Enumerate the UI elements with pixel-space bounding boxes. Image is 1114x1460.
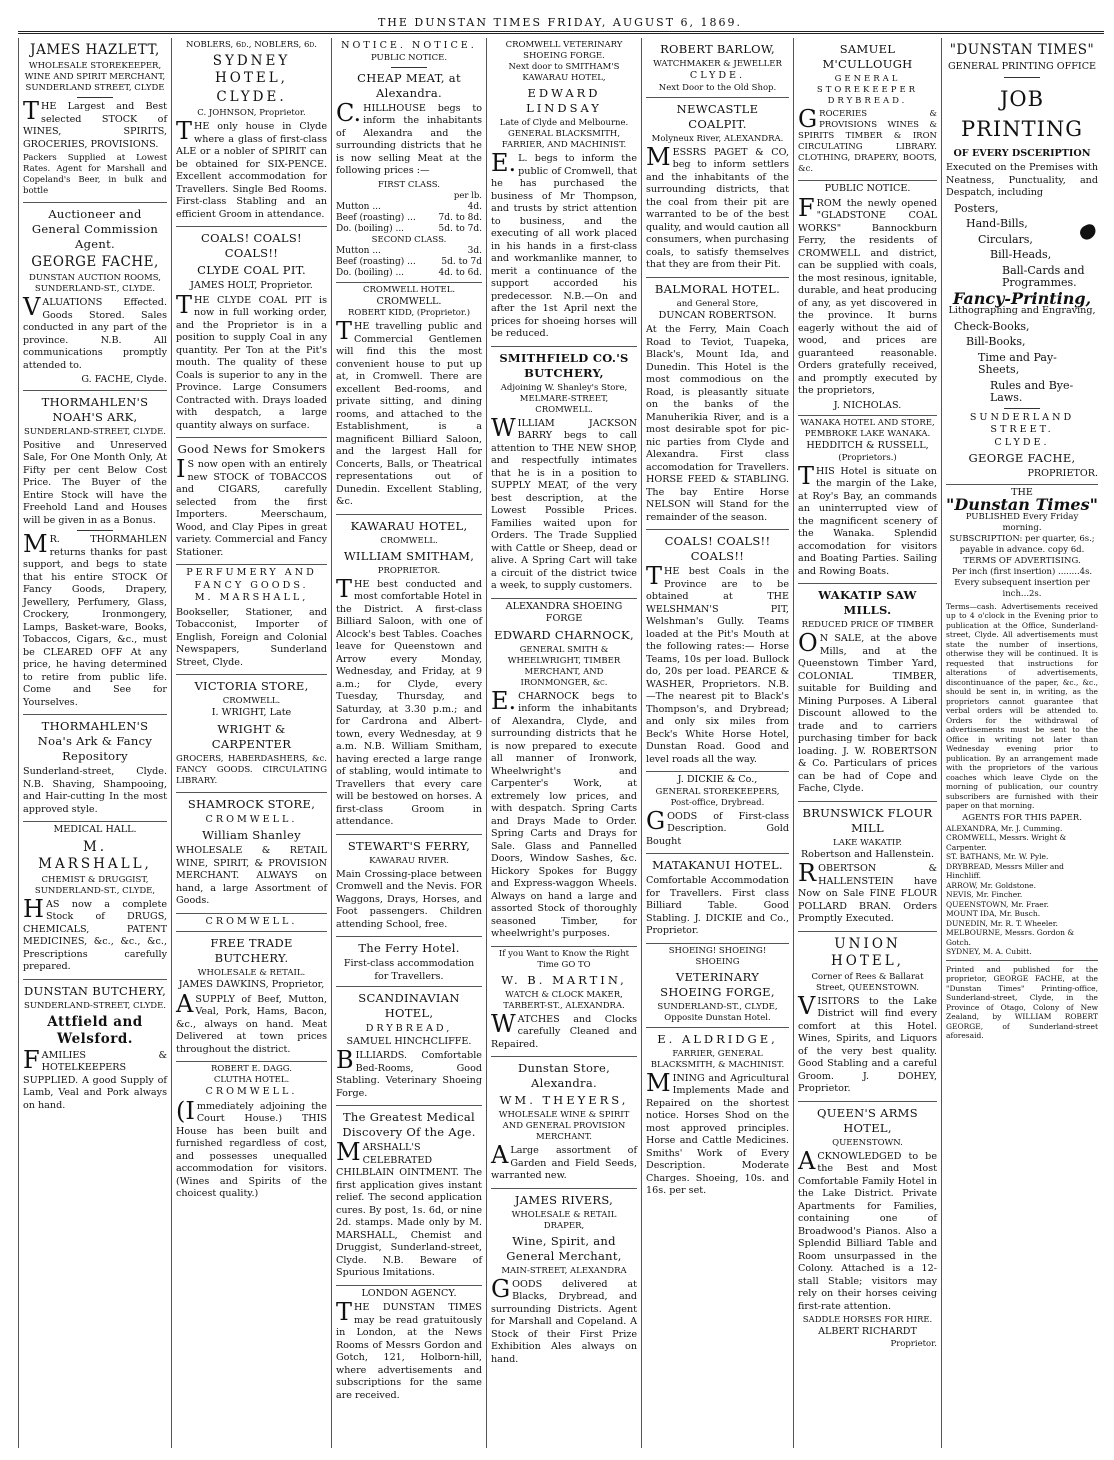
ad-barlow bbox=[646, 38, 789, 97]
ad-subtitle: Molyneux River, ALEXANDRA. bbox=[651, 133, 784, 144]
ad-title: JAMES RIVERS, bbox=[514, 1192, 614, 1207]
ad-subtitle: GENERAL STOREKEEPER DRYBREAD. bbox=[816, 74, 919, 106]
ad-title: VICTORIA STORE, bbox=[194, 679, 309, 693]
job-printing-heading: JOB PRINTING bbox=[960, 86, 1084, 141]
price-row: Beef (roasting) ... 5d. to 7d bbox=[336, 256, 482, 267]
ad-martin-watchmaker bbox=[491, 946, 637, 1057]
printing-list bbox=[946, 321, 1098, 405]
ad-heading: CROMWELL. bbox=[205, 915, 298, 927]
ad-fache bbox=[23, 202, 167, 390]
agent-item: QUEENSTOWN, Mr. Fraer. bbox=[946, 899, 1049, 909]
ad-body: THE best Coals in the Province are to be obtained at THE WELSHMAN'S PIT, Welshman's Gully. Teams loaded at the Pit's Mouth at the following rates:— Horse Teams, 10s per load. Bullock do, 20s per load. PEARCE & WASHER, Proprietors. N.B.—The nearest pit to Black's Thompson's, and Drybread; and only six miles from Beck's White Horse Hotel, Dunstan Road. Good and level roads all the way. bbox=[646, 562, 789, 765]
agent-item: CROMWELL, Messrs. Wright & Carpenter. bbox=[946, 833, 1067, 852]
ad-subtitle: GENERAL STOREKEEPERS, Post-office, Drybread. bbox=[655, 786, 780, 808]
ad-subtitle: DUNSTAN AUCTION ROOMS, SUNDERLAND-ST., CLYDE. bbox=[29, 273, 161, 294]
ad-printing-office bbox=[946, 38, 1098, 484]
ad-heading: SHOEING! SHOEING! SHOEING bbox=[668, 945, 767, 967]
ad-body: GROCERIES & PROVISIONS WINES & SPIRITS TIMBER & IRON CIRCULATING LIBRARY. CLOTHING, DRAPERY, BOOTS, &c. bbox=[798, 105, 937, 174]
ad-title: EDWARD CHARNOCK, bbox=[494, 627, 634, 642]
ad-heading: CROMWELL HOTEL. bbox=[362, 284, 456, 295]
price-row: Mutton ... 3d. bbox=[336, 245, 482, 256]
ad-title: NEWCASTLE COALPIT. bbox=[676, 101, 759, 131]
ad-body: GOODS of First-class Description. Gold Bought bbox=[646, 806, 789, 847]
ad-town: DRYBREAD, bbox=[365, 1023, 453, 1034]
ad-subtitle: CLUTHA HOTEL. bbox=[213, 1075, 290, 1085]
ad-ferry-hotel bbox=[336, 936, 482, 986]
ad-name: Attfield and Welsford. bbox=[47, 1013, 143, 1047]
imprint bbox=[946, 960, 1098, 1046]
price-heading: FIRST CLASS. bbox=[377, 179, 441, 190]
ad-free-trade-butchery bbox=[176, 931, 327, 1061]
ad-subtitle: Corner of Rees & Ballarat Street, QUEENSTOWN. bbox=[811, 971, 924, 993]
ad-body: Comfortable Accommodation for Travellers. First class Billiard Table. Good Stabling. J. DICKIE and Co., Proprietor. bbox=[646, 875, 789, 936]
ad-subtitle: GENERAL PRINTING OFFICE bbox=[947, 61, 1097, 72]
price-table-second bbox=[336, 246, 482, 279]
ad-signature: J. NICHOLAS. bbox=[833, 399, 902, 411]
printing-item: Hand-Bills, bbox=[966, 217, 1028, 230]
ad-subtitle: WATCHMAKER & JEWELLER bbox=[653, 59, 782, 69]
ad-title: CLYDE COAL PIT. bbox=[197, 263, 306, 277]
ad-subtitle: REDUCED PRICE OF TIMBER bbox=[801, 620, 934, 630]
ad-town: CLYDE. bbox=[689, 70, 746, 81]
terms-line: Every subsequent insertion per inch...2s. bbox=[954, 577, 1090, 599]
ad-hazlett bbox=[23, 38, 167, 202]
ad-title: SHAMROCK STORE, bbox=[187, 796, 316, 811]
ad-mccullough bbox=[798, 38, 937, 180]
ad-body: THE DUNSTAN TIMES may be read gratuitously in London, at the News Rooms of Messrs Gordon and Gotch, 121, Holborn-hill, where advertisements and subscriptions for the same are received. bbox=[336, 1298, 482, 1401]
ad-subtitle: WHOLESALE WINE & SPIRIT AND GENERAL PROVISION MERCHANT. bbox=[498, 1110, 630, 1142]
ad-title: W. B. MARTIN, bbox=[501, 972, 627, 987]
ad-town: CROMWELL. bbox=[222, 696, 281, 706]
ad-title: EDWARD LINDSAY bbox=[526, 86, 602, 115]
price-heading: SECOND CLASS. bbox=[371, 234, 447, 245]
ad-aldridge bbox=[646, 1027, 789, 1203]
ad-body: HAS now a complete Stock of DRUGS, CHEMICALS, PATENT MEDICINES, &c., &c., &c., Prescriptions carefully prepared. bbox=[23, 894, 167, 972]
ad-address: MAIN-STREET, ALEXANDRA bbox=[501, 1265, 627, 1276]
ad-body: MINING and Agricultural Implements Made and Repaired on the shortest notice. Horses Shod on the most approved principles. Horse and Cattle Medicines. Smiths' Work of Every Description. Moderate Charges. Shoeing, 10s. and 16s. per set. bbox=[646, 1068, 789, 1196]
printing-item: Bill-Books, bbox=[966, 335, 1026, 348]
ad-noas-ark bbox=[23, 714, 167, 821]
ad-body: IS now open with an entirely new STOCK of TOBACCOS and CIGARS, carefully selected from the first Importers. Meerschaum, Wood, and Clay Pipes in great variety. Commercial and Fancy Stationer. bbox=[176, 455, 327, 558]
ad-heading: PUBLIC NOTICE. bbox=[824, 183, 911, 194]
newspaper-masthead: THE DUNSTAN TIMES FRIDAY, AUGUST 6, 1869. bbox=[377, 16, 743, 29]
ad-town: CROMWELL. bbox=[205, 1086, 298, 1097]
ad-proprietor: (Proprietors.) bbox=[838, 452, 897, 463]
ad-body: ALarge assortment of Garden and Field Seeds, warranted new. bbox=[491, 1141, 637, 1181]
fancy-printing-heading: Fancy-Printing, bbox=[952, 288, 1092, 308]
ad-title: BRUNSWICK FLOUR MILL bbox=[802, 805, 933, 835]
ad-wanaka-hotel bbox=[798, 415, 937, 583]
agent-item: ST. BATHANS, Mr. W. Pyle. bbox=[946, 852, 1049, 861]
price-row: Mutton ... 4d. bbox=[336, 201, 482, 212]
ad-subtitle: SUNDERLAND-ST., CLYDE, Opposite Dunstan Hotel. bbox=[657, 1001, 778, 1023]
ad-title: The Greatest Medical Discovery Of the Age. bbox=[342, 1110, 476, 1139]
ad-subtitle: LAKE WAKATIP. bbox=[833, 837, 902, 848]
terms-heading: TERMS OF ADVERTISING. bbox=[963, 555, 1081, 566]
printing-item: Bill-Heads, bbox=[990, 248, 1052, 261]
ad-subtitle: Adjoining W. Shanley's Store, MELMARE-STREET, CROMWELL. bbox=[500, 382, 628, 415]
ad-body: THE Largest and Best selected STOCK of WINES, SPIRITS, GROCERIES, PROVISIONS. bbox=[23, 97, 167, 150]
ad-body: VISITORS to the Lake District will find every comfort at this Hotel. Wines, Spirits, and Liquors of the very best quality. Good Stabling and a careful Groom. J. DOHEY, Proprietor. bbox=[798, 991, 937, 1094]
ad-heading: If you Want to Know the Right Time GO TO bbox=[498, 948, 630, 970]
ad-body: FAMILIES & HOTELKEEPERS SUPPLIED. A good Supply of Lamb, Veal and Pork always on hand. bbox=[23, 1045, 167, 1111]
ad-body: ROBERTSON & HALLENSTEIN have Now on Sale FINE FLOUR POLLARD BRAN. Orders Promptly Executed. bbox=[798, 859, 937, 924]
ad-dunstan-butchery bbox=[23, 979, 167, 1118]
agents-list bbox=[946, 824, 1098, 957]
ad-clutha-hotel bbox=[176, 1061, 327, 1206]
ad-town: CROMWELL. bbox=[380, 535, 438, 546]
ad-union-hotel bbox=[798, 931, 937, 1101]
ad-subtitle: WATCH & CLOCK MAKER, TARBERT-ST., ALEXANDRA. bbox=[503, 989, 625, 1011]
ad-name: ROBERT E. DAGG. bbox=[211, 1064, 292, 1074]
ad-title: THORMAHLEN'S NOAH'S ARK, bbox=[41, 394, 149, 424]
ad-welshmans-pit bbox=[646, 529, 789, 771]
ad-body: First-class accommodation for Travellers. bbox=[343, 958, 475, 982]
printing-item: Time and Pay-Sheets, bbox=[978, 350, 1057, 376]
ad-balmoral-hotel bbox=[646, 277, 789, 530]
ad-body: MARSHALL'S CELEBRATED CHILBLAIN OINTMENT. The first application gives instant relief. The second application cures. By post, 1s. 6d, or nine 2d. stamps. Made only by M. MARSHALL, Chemist and Druggist, Sunderland-street, Clyde. N.B. Beware of Spurious Imitations. bbox=[336, 1138, 482, 1278]
printing-list bbox=[946, 203, 1098, 290]
ad-signature: G. FACHE, Clyde. bbox=[81, 374, 167, 385]
ad-body: THE best conducted and most comfortable Hotel in the District. A first-class Billiard Saloon, with one of Alcock's best Tables. Coaches leave for Queenstown and Arrow every Monday, Wednesday, and Friday, at 9 a.m.; for Clyde, every Tuesday, Thursday, and Saturday, at 3.30 p.m.; and for Cardrona and Albert-town, every Wednesday, at 9 a.m. N.B. William Smitham, having erected a large range of stabling, would intimate to Travellers that every care will be bestowed on horses. A first-class Groom in attendance. bbox=[336, 574, 482, 827]
ad-proprietor: C. JOHNSON, Proprietor. bbox=[197, 108, 306, 118]
paper-the: THE bbox=[1011, 486, 1033, 498]
ad-proprietor: Proprietor. bbox=[890, 1338, 937, 1349]
ad-body: Bookseller, Stationer, and Tobacconist, Importer of English, Foreign and Colonial Newspapers, Sunderland Street, Clyde. bbox=[176, 606, 327, 668]
ad-stewarts-ferry bbox=[336, 834, 482, 937]
ad-title: THORMAHLEN'S Noa's Ark & Fancy Repository bbox=[37, 719, 153, 763]
ad-name: Robertson and Hallenstein. bbox=[800, 848, 935, 860]
ad-name: SAMUEL HINCHCLIFFE. bbox=[346, 1035, 472, 1047]
ad-body: Positive and Unreserved Sale, For One Month Only, At Fifty per cent Below Cost Price. The Buyer of the Entire Stock will have the Freehold Land and Houses will be given in as a Bonus. bbox=[23, 439, 167, 526]
ad-cheap-meat bbox=[336, 38, 482, 282]
price-row: Do. (boiling) ... 5d. to 7d. bbox=[336, 223, 482, 234]
ad-wakatip-saw-mills bbox=[798, 583, 937, 801]
ad-body: Executed on the Premises with Neatness, Punctuality, and Despatch, including bbox=[946, 162, 1098, 198]
ad-proprietor: PROPRIETOR. bbox=[377, 565, 441, 576]
ad-title: KAWARAU HOTEL, bbox=[350, 518, 468, 533]
ad-body: E.L. begs to inform the public of Cromwell, that he has purchased the business of Mr Thompson, and trusts by strict attention to business, and the executing of all work placed in his hands in a first-class and workmanlike manner, to merit a continuance of the support accorded his predecessor. N.B.—On and after the 1st April next the prices for shoeing horses will be reduced. bbox=[491, 149, 637, 339]
ad-body: GOODS delivered at Blacks, Drybread, and surrounding Districts. Agent for Marshall and Copeland. A Stock of their First Prize Exhibition Ales always on hand. bbox=[491, 1274, 637, 1365]
ad-heading: MEDICAL HALL. bbox=[53, 824, 137, 835]
ad-title: CHEAP MEAT, at Alexandra. bbox=[357, 70, 461, 100]
agent-item: DRYBREAD, Messrs Miller and Hinchliff. bbox=[946, 861, 1064, 880]
ad-cromwell-forge bbox=[491, 38, 637, 346]
ad-subtitle: WHOLESALE & RETAIL. bbox=[197, 968, 306, 978]
column-7 bbox=[941, 38, 1102, 1448]
ad-clyde-coal-pit bbox=[176, 226, 327, 437]
ad-title: SYDNEY HOTEL, bbox=[212, 53, 291, 86]
ad-body: Next Door to the Old Shop. bbox=[658, 82, 777, 93]
ad-body: THIS Hotel is situate on the margin of the Lake, at Roy's Bay, an commands an uninterrupted view of the magnificent scenery of the Wanaka. Splendid accomodation for visitors and Boating Parties. Sailing and Rowing Boats. bbox=[798, 461, 937, 577]
ad-name: HEDDITCH & RUSSELL, bbox=[806, 440, 929, 451]
ad-body: Lithographing and Engraving, bbox=[948, 305, 1096, 316]
terms-line: Per inch (first insertion) ........4s. bbox=[951, 566, 1093, 577]
ad-smokers bbox=[176, 437, 327, 564]
ad-matakanui-hotel bbox=[646, 853, 789, 943]
ad-body: ON SALE, at the above Mills, and at the Queenstown Timber Yard, COLONIAL TIMBER, suitable for Building and Mining Purposes. A Liberal Discount allowed to the trade and to carriers purchasing timber for back loading. J. W. ROBERTSON & Co. Particulars of prices can be had of Cope and Fache, Clyde. bbox=[798, 629, 937, 794]
ad-veterinary-forge bbox=[646, 943, 789, 1027]
printing-item: Posters, bbox=[954, 201, 999, 215]
ad-town: CLYDE. bbox=[216, 89, 287, 105]
ad-title: GEORGE FACHE, bbox=[31, 254, 159, 270]
ad-heading: NOTICE. NOTICE. bbox=[341, 40, 477, 51]
ad-title: SAMUEL M'CULLOUGH bbox=[822, 42, 913, 71]
ad-title: J. DICKIE & Co., bbox=[677, 774, 758, 785]
printing-item: Ball-Cards and Programmes. bbox=[1002, 263, 1085, 289]
ad-proprietor: ROBERT KIDD, (Proprietor.) bbox=[347, 308, 471, 318]
ad-subtitle: Next door to SMITHAM'S KAWARAU HOTEL, bbox=[508, 62, 620, 83]
agent-item: ALEXANDRA, Mr. J. Cumming. bbox=[946, 823, 1063, 833]
column-6 bbox=[793, 38, 941, 1448]
ad-body: WILLIAM JACKSON BARRY begs to call attention to THE NEW SHOP, and respectfully intimates that he is in a position to SUPPLY MEAT, of the very best description, at the Lowest Possible Prices. Families waited upon for Orders. The Trade Supplied with Cattle or Sheep, dead or alive. A Spring Cart will take a circuit of the district twice a week, to supply customers. bbox=[491, 413, 637, 591]
ad-subtitle: KAWARAU RIVER. bbox=[369, 855, 449, 866]
agent-item: ARROW, Mr. Goldstone. bbox=[946, 880, 1036, 890]
ad-proprietor: PROPRIETOR. bbox=[1027, 468, 1098, 479]
ad-town: CLYDE. bbox=[994, 436, 1050, 448]
ad-town: CROMWELL. bbox=[376, 295, 442, 307]
ad-title: SMITHFIELD CO.'S BUTCHERY, bbox=[499, 350, 629, 380]
ad-heading: COALS! COALS! COALS!! bbox=[201, 231, 302, 260]
ad-body: MESSRS PAGET & CO, beg to inform settlers and the inhabitants of the surrounding districts, that the coal from their pit are warranted to be of the best quality, and would caution all consumers, when purchasing coals, to satisfy themselves that they are from their Pit. bbox=[646, 142, 789, 270]
ad-body: WATCHES and Clocks carefully Cleaned and Repaired. bbox=[491, 1009, 637, 1050]
ad-cromwell-hotel bbox=[336, 282, 482, 514]
column-4 bbox=[486, 38, 641, 1448]
ad-body: VALUATIONS Effected. Goods Stored. Sales conducted in any part of the province. N.B. All communications promptly attended to. bbox=[23, 293, 167, 371]
ad-subtitle: CHEMIST & DRUGGIST, SUNDERLAND-ST., CLYDE, bbox=[34, 874, 156, 896]
ad-title: Dunstan Store, Alexandra. bbox=[517, 1061, 611, 1090]
ad-dickie bbox=[646, 771, 789, 853]
ad-name: GEORGE FACHE, bbox=[968, 451, 1076, 465]
paper-published: PUBLISHED Every Friday morning. bbox=[965, 511, 1079, 533]
column-1 bbox=[18, 38, 171, 1448]
ad-title: FREE TRADE BUTCHERY. bbox=[210, 936, 293, 965]
ad-title: E. ALDRIDGE, bbox=[657, 1031, 778, 1046]
column-2 bbox=[171, 38, 331, 1448]
ad-body: Main Crossing-place between Cromwell and the Nevis. FOR Waggons, Drays, Horses, and Foot passengers. Children attending School, free. bbox=[336, 868, 482, 930]
ad-name: WILLIAM SMITHAM, bbox=[343, 548, 475, 563]
ad-subtitle: WHOLESALE & RETAIL DRAPER, bbox=[511, 1209, 617, 1231]
ad-subtitle: SUNDERLAND-STREET, CLYDE. bbox=[24, 426, 166, 437]
ad-subtitle: FARRIER, GENERAL BLACKSMITH, & MACHINIST. bbox=[650, 1048, 785, 1070]
agent-item: SYDNEY, M. A. Cubitt. bbox=[946, 947, 1032, 956]
ad-town: CROMWELL. bbox=[205, 813, 298, 825]
ad-body: Sunderland-street, Clyde. N.B. Shaving, Shampooing, and Hair-cutting In the most approved style. bbox=[23, 766, 167, 815]
ad-scandinavian-hotel bbox=[336, 986, 482, 1105]
ad-body: MR. THORMAHLEN returns thanks for past support, and begs to state that his entire STOCK Of Fancy Goods, Drapery, Jewellery, Perfumery, Glass, Crockery, Ironmongery, Lamps, Basket-ware, Books, Tobaccos, Cigars, &c., must be CLEARED OFF At any price, he having determined to retire from public life. Come and See for Yourselves. bbox=[23, 530, 167, 708]
ad-title: JAMES HAZLETT, bbox=[30, 42, 160, 58]
ad-body: THE CLYDE COAL PIT is now in full working order, and the Proprietor is in a position to supply Coal in any quantity. Per Ton at the Pit's mouth. The quality of these Coals is superior to any in the Province. Large Consumers Contracted with. Drays loaded with despatch, a large quantity always on surface. bbox=[176, 290, 327, 431]
ad-cromwell bbox=[176, 913, 327, 932]
ad-name: DUNCAN ROBERTSON. bbox=[658, 309, 777, 321]
ad-body: ASUPPLY of Beef, Mutton, Veal, Pork, Hams, Bacon, &c., always on hand. Meat Delivered at town prices throughout the district. bbox=[176, 989, 327, 1055]
price-row: Do. (boiling) ... 4d. to 6d. bbox=[336, 267, 482, 278]
agent-item: DUNEDIN, Mr. R. T. Wheeler. bbox=[946, 918, 1058, 928]
ad-note: SADDLE HORSES FOR HIRE. bbox=[802, 1315, 933, 1325]
ad-heading: PERFUMERY AND FANCY GOODS. bbox=[186, 567, 317, 591]
ad-body: THE travelling public and Commercial Gentlemen will find this the most convenient house to put up at, in Cromwell. There are excellent Bed-rooms, and private sitting, and dining rooms, and attached to the Establishment, is a magnificent Billiard Saloon, and the largest Hall for Concerts, Balls, or Theatrical representations out of Dunedin. Excellent Stabling, &c. bbox=[336, 317, 482, 507]
terms-body: Terms—cash. Advertisements received up to 4 o'clock in the Evening prior to publication at the Office, Sunderland-street, Clyde. All advertisements must state the number of insertions, otherwise they will be continued. It is requested that instructions for alterations of advertisements, discontinuance of the paper, &c., &c., should be sent in, in writing, as the proprietors cannot guarantee that verbal orders will be attended to. Orders for the withdrawal of advertisements must be sent to the Office in writing not later than Wednesday evening prior to publication. By an arrangement made with the proprietors of the various coaches which leave Clyde on the morning of publication, our country subscribers are furnished with their paper on that morning. bbox=[946, 601, 1098, 810]
ad-address: SUNDERLAND STREET. bbox=[969, 411, 1075, 435]
price-table-first bbox=[336, 202, 482, 235]
masthead-rule bbox=[18, 31, 1104, 34]
price-row: Beef (roasting) ... 7d. to 8d. bbox=[336, 212, 482, 223]
agent-item: NEVIS, Mr. Fincher. bbox=[946, 890, 1023, 899]
column-3 bbox=[331, 38, 486, 1448]
ad-heading: NOBLERS, 6d., NOBLERS, 6d. bbox=[186, 40, 317, 50]
ad-title: Good News for Smokers bbox=[177, 442, 326, 456]
ad-title: SCANDINAVIAN HOTEL, bbox=[358, 991, 460, 1020]
ad-body: THE only house in Clyde where a glass of first-class ALE or a nobler of SPIRIT can be obtained for SIX-PENCE. Excellent accommodation for Travellers. Single Bed Rooms. First-class Stabling and an efficient Groom in attendance. bbox=[176, 117, 327, 220]
ad-town: QUEENSTOWN. bbox=[832, 1137, 903, 1148]
ad-medical-discovery bbox=[336, 1105, 482, 1285]
price-unit: per lb. bbox=[453, 190, 482, 201]
ad-smithfield-butchery bbox=[491, 346, 637, 598]
ad-heading: CROMWELL VETERINARY SHOEING FORGE. bbox=[505, 40, 623, 61]
ad-heading: PUBLIC NOTICE. bbox=[370, 52, 448, 63]
ad-heading: COALS! COALS!! COALS!! bbox=[664, 534, 771, 563]
ad-perfumery bbox=[176, 564, 327, 674]
ad-title: STEWART'S FERRY, bbox=[347, 838, 471, 853]
ad-title: ROBERT BARLOW, bbox=[660, 42, 775, 56]
ad-alexandra-forge bbox=[491, 598, 637, 946]
ad-thormahlen bbox=[23, 390, 167, 715]
ad-subtitle: OF EVERY DSCERIPTION bbox=[953, 147, 1091, 159]
printing-item: Circulars, bbox=[978, 232, 1033, 246]
ad-gladstone-coal bbox=[798, 180, 937, 415]
ad-body: E.CHARNOCK begs to inform the inhabitants of Alexandra, Clyde, and surrounding districts that he is now prepared to execute all manner of Ironwork, Wheelwright's and Carpenter's Work, at extremely low prices, and with despatch. Spring Carts and Drays Made to Order. Spring Carts and Drays for Sale. Glass and Pannelled Doors, Window Sashes, &c. Hickory Spokes for Buggy and Express-waggon Wheels. Always on hand a large and assorted Stock of thoroughly seasoned Timber, for wheelwright's purposes. bbox=[491, 686, 637, 939]
ad-heading: Auctioneer and General Commission Agent. bbox=[31, 207, 159, 251]
ad-title: The Ferry Hotel. bbox=[358, 941, 460, 955]
ad-title: DUNSTAN BUTCHERY, bbox=[23, 983, 167, 998]
ad-heading: LONDON AGENCY. bbox=[361, 1287, 457, 1299]
ad-brunswick-flour-mill bbox=[798, 801, 937, 931]
ad-body: ACKNOWLEDGED to be the Best and Most Comfortable Family Hotel in the Lake District. Private Apartments for Families, containing one of Broadwood's Pianos. Also a Splendid Billiard Table and Room unsurpassed in the Colony. Attached is a 12-stall Stable; visitors may rely on their horses ceiving first-rate attention. bbox=[798, 1146, 937, 1312]
ad-queens-arms-hotel bbox=[798, 1101, 937, 1353]
ad-shamrock-store bbox=[176, 792, 327, 913]
paper-title: "Dunstan Times" bbox=[946, 495, 1098, 514]
ad-name: M. MARSHALL, bbox=[194, 592, 309, 603]
agents-heading: AGENTS FOR THIS PAPER. bbox=[962, 812, 1082, 823]
printing-item: Check-Books, bbox=[954, 319, 1030, 333]
ad-title: MATAKANUI HOTEL. bbox=[652, 858, 783, 872]
column-5 bbox=[641, 38, 793, 1448]
ad-body: At the Ferry, Main Coach Road to Teviot, Tuapeka, Black's, Mount Ida, and Dunedin. This Hotel is the most commodious on the Road, is pleasantly situate on the banks of the Manuherikia River, and is a most desirable spot for pic-nic parties from Clyde and Alexandra. First class accomodation for Travellers. HORSE FEED & STABLING. The bay Entire Horse NELSON will Stand for the remainder of the season. bbox=[646, 324, 789, 523]
ad-title: VETERINARY SHOEING FORGE, bbox=[660, 969, 775, 999]
ad-kawarau-hotel bbox=[336, 514, 482, 834]
ad-title: QUEEN'S ARMS HOTEL, bbox=[817, 1105, 918, 1135]
ad-body: Packers Supplied at Lowest Rates. Agent for Marshall and Copeland's Beer, in bulk and bottle bbox=[23, 153, 167, 196]
ad-title: "DUNSTAN TIMES" bbox=[949, 42, 1095, 58]
ad-subtitle: GENERAL SMITH & WHEELWRIGHT, TIMBER MERCHANT, AND IRONMONGER, &c. bbox=[507, 644, 621, 688]
ad-name: I. WRIGHT, Late bbox=[211, 707, 292, 718]
ad-name: WM. THEYERS, bbox=[499, 1093, 629, 1107]
ad-dunstan-store bbox=[491, 1056, 637, 1188]
ad-heading: WANAKA HOTEL AND STORE, PEMBROKE LAKE WANAKA. bbox=[800, 418, 935, 439]
ad-london-agency bbox=[336, 1285, 482, 1408]
imprint-text: Printed and published for the proprietor, GEORGE FACHE, at the "Dunstan Times" Printing-office, Sunderland-street, Clyde, in the Province of Otago, Colony of New Zealand, by WILLIAM ROBERT GEORGE, of Sunderland-street aforesaid. bbox=[946, 964, 1098, 1040]
ad-name: William Shanley bbox=[202, 828, 301, 842]
agent-item: MOUNT IDA, Mr. Busch. bbox=[946, 909, 1041, 918]
ad-subtitle: Late of Clyde and Melbourne. GENERAL BLACKSMITH, FARRIER, AND MACHINIST. bbox=[499, 118, 629, 150]
ad-james-rivers bbox=[491, 1188, 637, 1372]
ad-medical-hall bbox=[23, 821, 167, 979]
ad-subtitle: and General Store, bbox=[676, 298, 759, 309]
ad-body: BILLIARDS. Comfortable Bed-Rooms, Good Stabling. Veterinary Shoeing Forge. bbox=[336, 1046, 482, 1099]
printing-item: Rules and Bye-Laws. bbox=[990, 378, 1074, 404]
ad-title: UNION HOTEL, bbox=[831, 935, 904, 969]
ad-title: BALMORAL HOTEL. bbox=[654, 281, 781, 296]
ad-dunstan-times bbox=[946, 484, 1098, 960]
agent-item: MELBOURNE, Messrs. Gordon & Gotch. bbox=[946, 928, 1075, 947]
ad-body: C.HILLHOUSE begs to inform the inhabitants of Alexandra and the surrounding districts that he is now selling Meat at the following prices :— bbox=[336, 98, 482, 176]
ad-body: (Immediately adjoining the Court House.) THIS House has been built and furnished regardless of cost, and possesses unequalled accommodation for visitors. (Wines and Spirits of the choicest quality.) bbox=[176, 1096, 327, 1199]
ad-body: GROCERS, HABERDASHERS, &c. FANCY GOODS. CIRCULATING LIBRARY. bbox=[176, 753, 327, 786]
ad-title: M. MARSHALL, bbox=[38, 838, 152, 872]
ad-heading: ALEXANDRA SHOEING FORGE bbox=[505, 600, 623, 624]
ad-proprietor: JAMES HOLT, Proprietor. bbox=[190, 280, 313, 291]
ad-body: WHOLESALE & RETAIL WINE, SPIRIT, & PROVISION MERCHANT. ALWAYS on hand, a large Assortment of Goods. bbox=[176, 845, 327, 906]
ad-proprietor: JAMES DAWKINS, Proprietor, bbox=[178, 979, 325, 990]
ad-name: Wine, Spirit, and General Merchant, bbox=[506, 1233, 622, 1263]
ad-name: ALBERT RICHARDT bbox=[818, 1326, 917, 1337]
paper-subscription: SUBSCRIPTION: per quarter, 6s.; payable in advance. copy 6d. bbox=[949, 533, 1095, 555]
ad-firm: WRIGHT & CARPENTER bbox=[211, 721, 292, 751]
ad-subtitle: SUNDERLAND-STREET, CLYDE. bbox=[24, 1000, 166, 1011]
ad-victoria-store bbox=[176, 674, 327, 792]
ad-subtitle: WHOLESALE STOREKEEPER, WINE AND SPIRIT MERCHANT, SUNDERLAND STREET, CLYDE bbox=[24, 61, 166, 93]
ad-newcastle-coalpit bbox=[646, 97, 789, 277]
ad-body: FROM the newly opened "GLADSTONE COAL WORKS" Bannockburn Ferry, the residents of CROMWELL and district, can be supplied with coals, the most resinous, ignitable, durable, and heat producing of any, as yet discovered in the province. It burns eagerly without the aid of wood, and prices are guaranteed reasonable. Orders gratefully received, and promptly executed by the proprietors, bbox=[798, 193, 937, 396]
ad-sydney-hotel bbox=[176, 38, 327, 226]
ad-title: WAKATIP SAW MILLS. bbox=[818, 588, 917, 617]
